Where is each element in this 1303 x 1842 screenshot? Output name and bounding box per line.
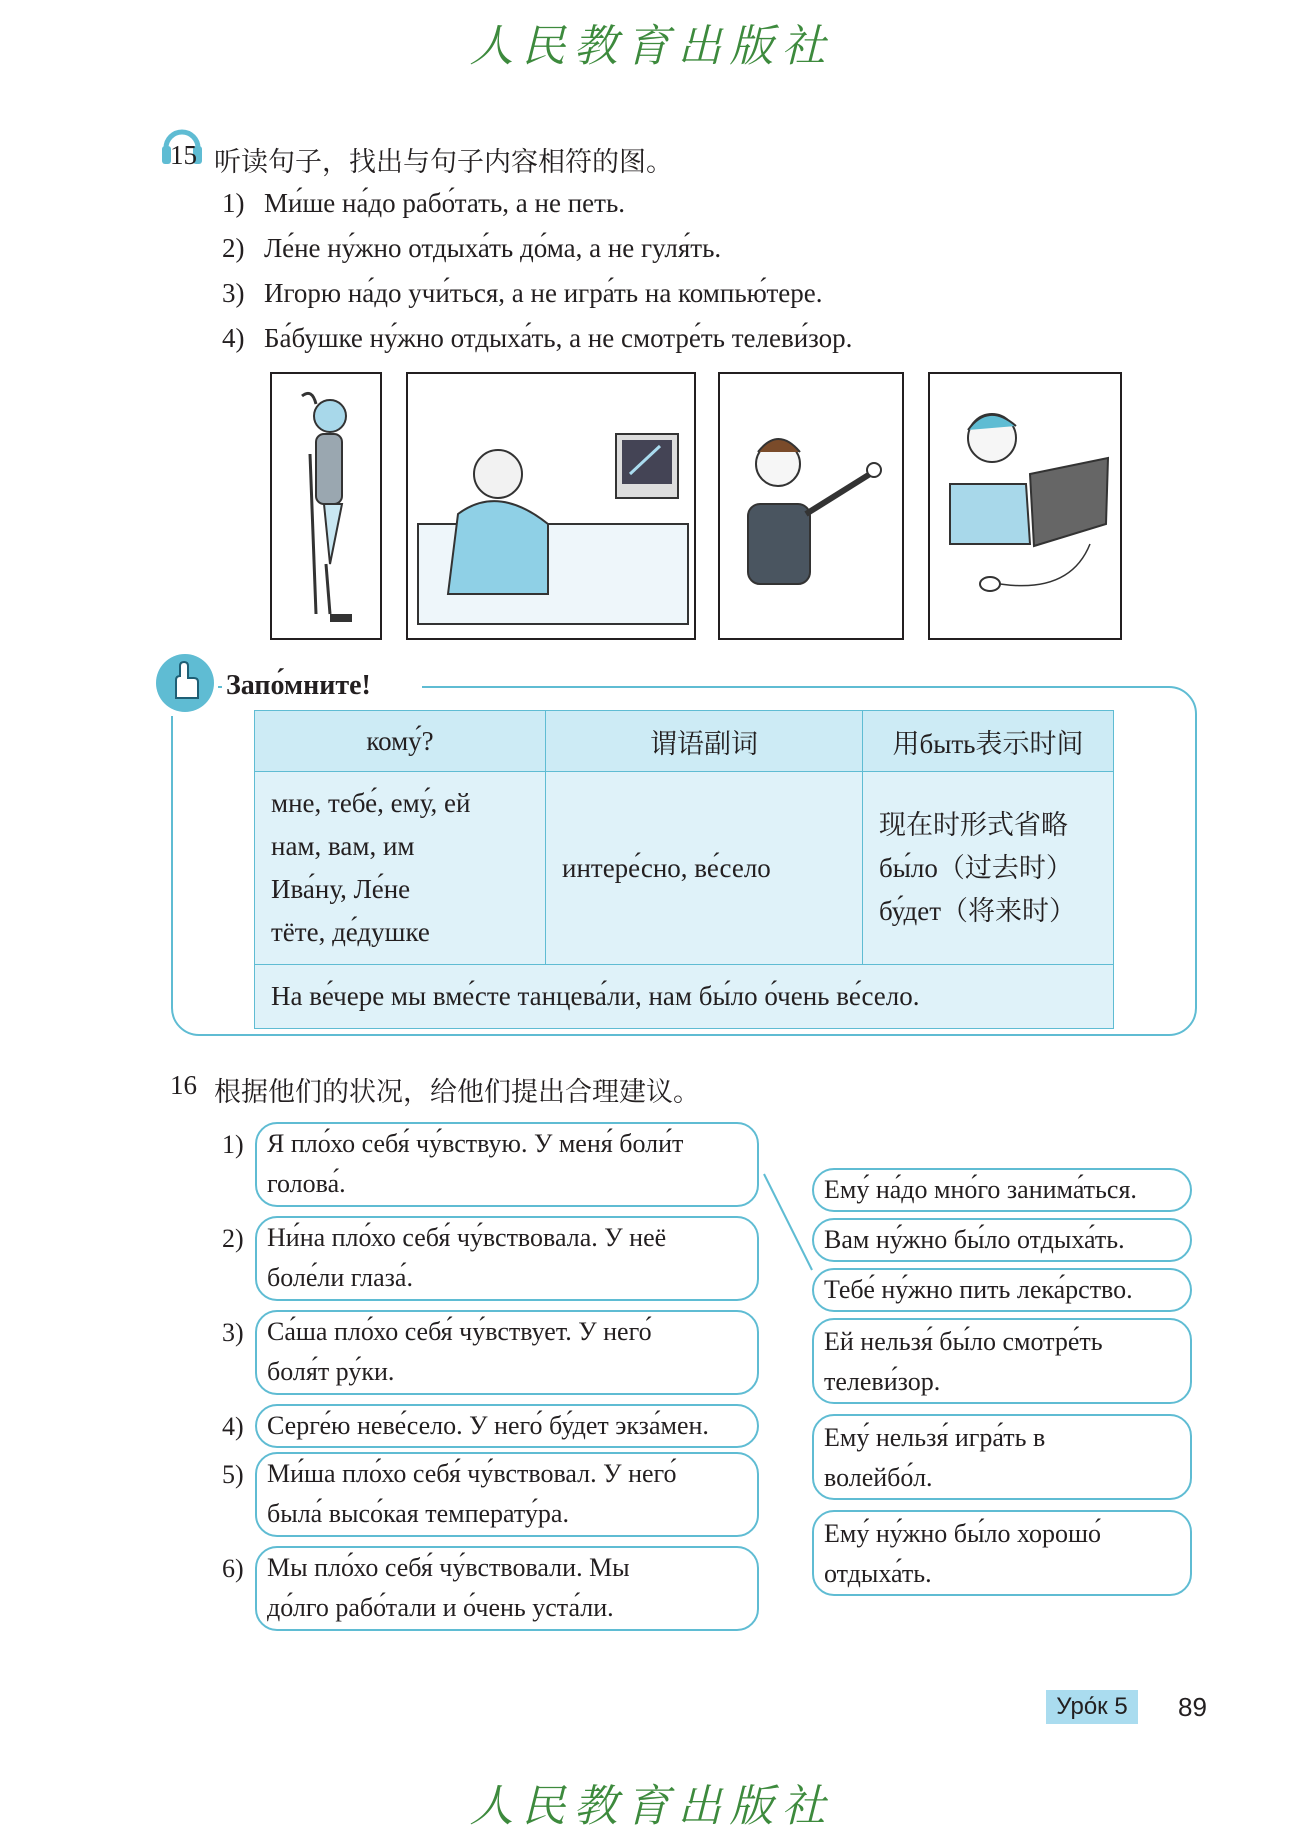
situation-4[interactable] [255,1404,759,1448]
header-predicate-adverb: 谓语副词 [546,711,863,772]
pronouns-cell [255,772,546,965]
adverbs-cell: интере́сно, ве́село [546,772,863,965]
picture-boy-at-computer [928,372,1122,640]
situation-5[interactable] [255,1452,759,1537]
sentence-2-num: 2) [222,233,245,263]
situation-text: Я пло́хо себя́ чу́вствую. У меня́ боли́т [267,1129,684,1158]
advice-text: отдыха́ть. [824,1559,932,1588]
picture-grandmother-in-bed-tv [406,372,696,640]
advice-text: Ей нельзя́ бы́ло смотре́ть [824,1327,1103,1356]
header-whom: кому́? [255,711,546,772]
header-tense: 用быть表示时间 [863,711,1114,772]
sentence-4: Ба́бушке ну́жно отдыха́ть, а не смотре́ть телеви́зор. [264,323,853,353]
advice-3[interactable] [812,1268,1192,1312]
exercise-16-title: 根据他们的状况，给他们提出合理建议。 [214,1077,700,1107]
advice-text: Ему́ на́до мно́го занима́ться. [824,1175,1137,1204]
advice-text: Тебе́ ну́жно пить лека́рство. [824,1275,1133,1304]
situation-text: боле́ли глаза́. [267,1263,413,1292]
situation-2-num: 2) [222,1224,244,1253]
connector-line [760,1170,820,1280]
situation-6-num: 6) [222,1554,244,1583]
sentence-1: Ми́ше на́до рабо́тать, а не петь. [264,188,626,218]
situation-text: была́ высо́кая температу́ра. [267,1499,569,1528]
advice-text: волейбо́л. [824,1463,933,1492]
exercise-15-number: 15 [170,140,197,170]
situation-text: Ни́на пло́хо себя́ чу́вствовала. У неё [267,1223,667,1252]
situation-3[interactable] [255,1310,759,1395]
pronoun-row: Ива́ну, Ле́не [271,874,411,904]
advice-6[interactable] [812,1510,1192,1596]
situation-text: Серге́ю неве́село. У него́ бу́дет экза́мен. [267,1411,709,1440]
situation-4-num: 4) [222,1412,244,1441]
situation-5-num: 5) [222,1460,244,1489]
advice-text: телеви́зор. [824,1367,941,1396]
pronoun-row: мне, тебе́, ему́, ей [271,788,471,818]
exercise-15-title: 听读句子，找出与句子内容相符的图。 [214,147,673,177]
picture-boy-singing [718,372,904,640]
advice-1[interactable] [812,1168,1192,1212]
sentence-4-num: 4) [222,323,245,353]
situation-text: голова́. [267,1169,346,1198]
publisher-logo-top: 人民教育出版社 [469,21,834,72]
advice-5[interactable] [812,1414,1192,1500]
situation-text: до́лго рабо́тали и о́чень уста́ли. [267,1593,614,1622]
remember-table [254,710,1114,1029]
tense-row: бы́ло（过去时） [879,852,1073,883]
publisher-logo-bottom: 人民教育出版社 [469,1781,834,1832]
exercise-16-number: 16 [170,1070,197,1100]
example-sentence: На ве́чере мы вме́сте танцева́ли, нам бы́ло о́чень ве́село. [255,965,1114,1029]
sentence-1-num: 1) [222,188,245,218]
situation-text: Мы пло́хо себя́ чу́вствовали. Мы [267,1553,630,1582]
situation-text: Ми́ша пло́хо себя́ чу́вствовал. У него́ [267,1459,677,1488]
advice-4[interactable] [812,1318,1192,1404]
situation-1-num: 1) [222,1130,244,1159]
situation-1[interactable] [255,1122,759,1207]
pronoun-row: нам, вам, им [271,831,415,861]
picture-girl-on-crutches [270,372,382,640]
advice-text: Ему́ ну́жно бы́ло хорошо́ [824,1519,1101,1548]
sentence-2: Ле́не ну́жно отдыха́ть до́ма, а не гуля́ть. [264,233,722,263]
situation-2[interactable] [255,1216,759,1301]
advice-text: Вам ну́жно бы́ло отдыха́ть. [824,1225,1125,1254]
tense-row: 现在时形式省略 [879,809,1068,840]
pronoun-row: тёте, де́душке [271,917,430,947]
sentence-3-num: 3) [222,278,245,308]
pointing-hand-icon [156,654,214,712]
tense-cell [863,772,1114,965]
tense-row: бу́дет（将来时） [879,895,1077,926]
advice-2[interactable] [812,1218,1192,1262]
remember-title: Запо́мните! [226,670,371,701]
lesson-tag: Уро́к 5 [1046,1690,1138,1724]
advice-text: Ему́ нельзя́ игра́ть в [824,1423,1046,1452]
situation-text: боля́т ру́ки. [267,1357,395,1386]
situation-3-num: 3) [222,1318,244,1347]
sentence-3: Игорю на́до учи́ться, а не игра́ть на компью́тере. [264,278,823,308]
situation-6[interactable] [255,1546,759,1631]
situation-text: Са́ша пло́хо себя́ чу́вствует. У него́ [267,1317,652,1346]
page-number: 89 [1178,1692,1207,1722]
